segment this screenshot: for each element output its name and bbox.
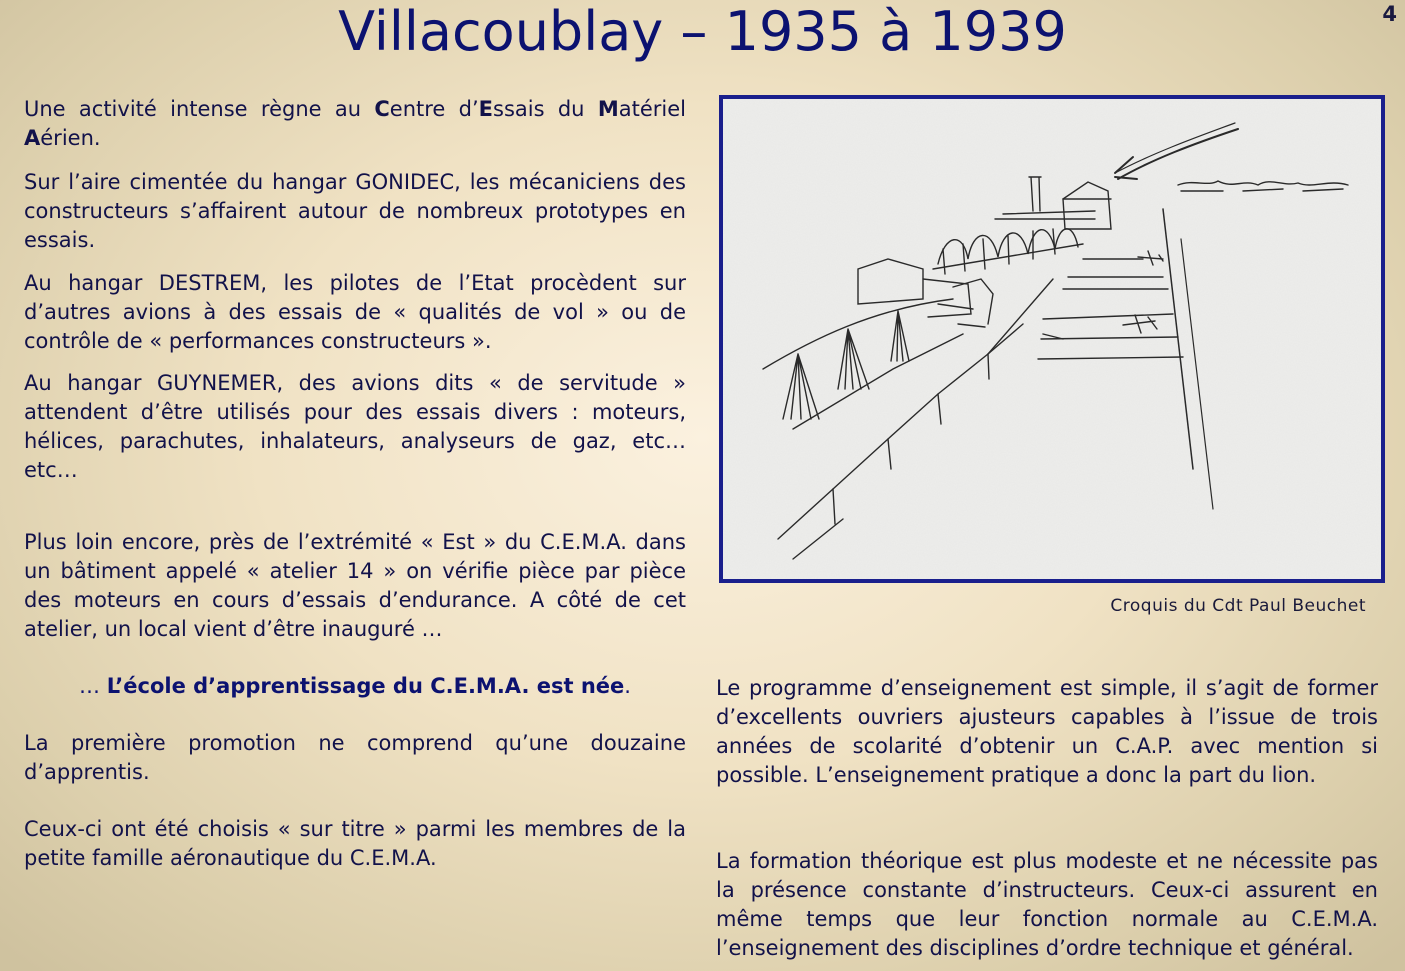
atelier-paragraph: Plus loin encore, près de l’extrémité « Est » du C.E.M.A. dans un bâtiment appelé « atelier 14 » on vérifie pièce par pièce des moteurs en cours d’essais d’endurance. A côté de cet atelier, un local vient d’être inauguré … [24, 530, 686, 641]
page-title: Villacoublay – 1935 à 1939 [338, 0, 1067, 63]
promotion-paragraph: La première promotion ne comprend qu’une douzaine d’apprentis. [24, 731, 686, 784]
programme-paragraph: Le programme d’enseignement est simple, il s’agit de former d’excellents ouvriers ajusteurs capables à l’issue de trois années de scolarité d’obtenir un C.A.P. avec mention si possible. L’enseignement pratique a donc la part du lion. [716, 676, 1378, 787]
school-heading: … L’école d’apprentissage du C.E.M.A. est née. [79, 674, 631, 698]
page-number: 4 [1382, 2, 1397, 26]
formation-paragraph: La formation théorique est plus modeste et ne nécessite pas la présence constante d’instructeurs. Ceux-ci assurent en même temps que leur fonction normale au C.E.M.A. l’enseignement des disciplines d’ordre technique et général. [716, 849, 1378, 960]
destrem-paragraph: Au hangar DESTREM, les pilotes de l’Etat procèdent sur d’autres avions à des essais de « qualités de vol » ou de contrôle de « performances constructeurs ». [24, 271, 686, 353]
sketch-drawing [723, 99, 1381, 579]
gonidec-paragraph: Sur l’aire cimentée du hangar GONIDEC, les mécaniciens des constructeurs s’affairent autour de nombreux prototypes en essais. [24, 170, 686, 252]
guynemer-paragraph: Au hangar GUYNEMER, des avions dits « de servitude » attendent d’être utilisés pour des essais divers : moteurs, hélices, parachutes, inhalateurs, analyseurs de gaz, etc… etc… [24, 371, 686, 482]
intro-paragraph: Une activité intense règne au Centre d’Essais du Matériel Aérien. [24, 97, 686, 150]
sketch-caption: Croquis du Cdt Paul Beuchet [1110, 596, 1366, 616]
selection-paragraph: Ceux-ci ont été choisis « sur titre » parmi les membres de la petite famille aéronautique du C.E.M.A. [24, 817, 686, 870]
sketch-image [719, 95, 1385, 583]
